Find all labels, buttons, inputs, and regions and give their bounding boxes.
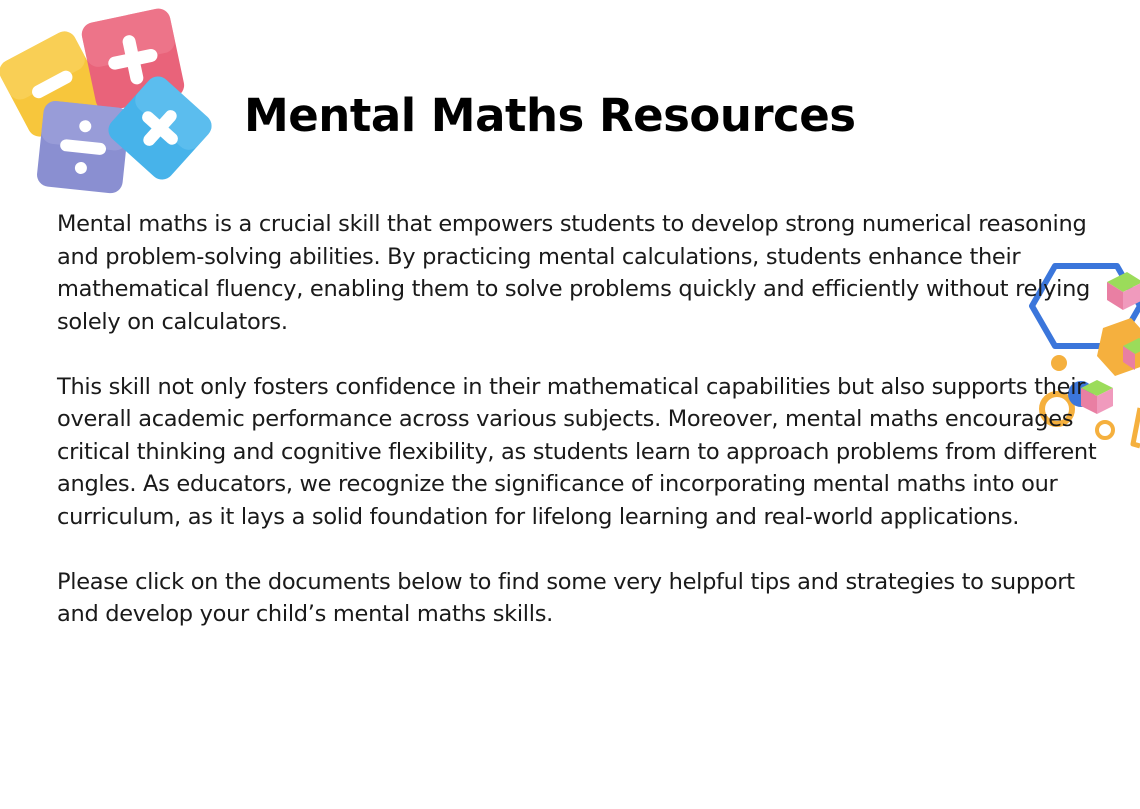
benefits-paragraph: This skill not only fosters confidence in their mathematical capabilities but also supports their overall academic performance across various subjects. Moreover, mental maths encourages critical thinking and cognitive flexibility, as students learn to approach problems from different angles. As educators, we recognize the significance of incorporating mental maths into our curriculum, as it lays a solid foundation for lifelong learning and real-world applications. bbox=[57, 373, 1097, 530]
bracket-shape-icon bbox=[1133, 408, 1140, 446]
divide-tile-icon bbox=[36, 100, 131, 195]
small-ring-icon bbox=[1097, 422, 1113, 438]
intro-content bbox=[57, 208, 1097, 631]
page-title: Mental Maths Resources bbox=[244, 89, 856, 142]
documents-instruction-paragraph: Please click on the documents below to find some very helpful tips and strategies to support and develop your child’s mental maths skills. bbox=[57, 568, 1075, 627]
cube-icon bbox=[1107, 272, 1140, 310]
intro-paragraph: Mental maths is a crucial skill that empowers students to develop strong numerical reasoning and problem-solving abilities. By practicing mental calculations, students enhance their mathematical fluency, enabling them to solve problems quickly and efficiently without relying solely on calculators. bbox=[57, 211, 1091, 335]
math-operators-icon bbox=[0, 0, 220, 205]
